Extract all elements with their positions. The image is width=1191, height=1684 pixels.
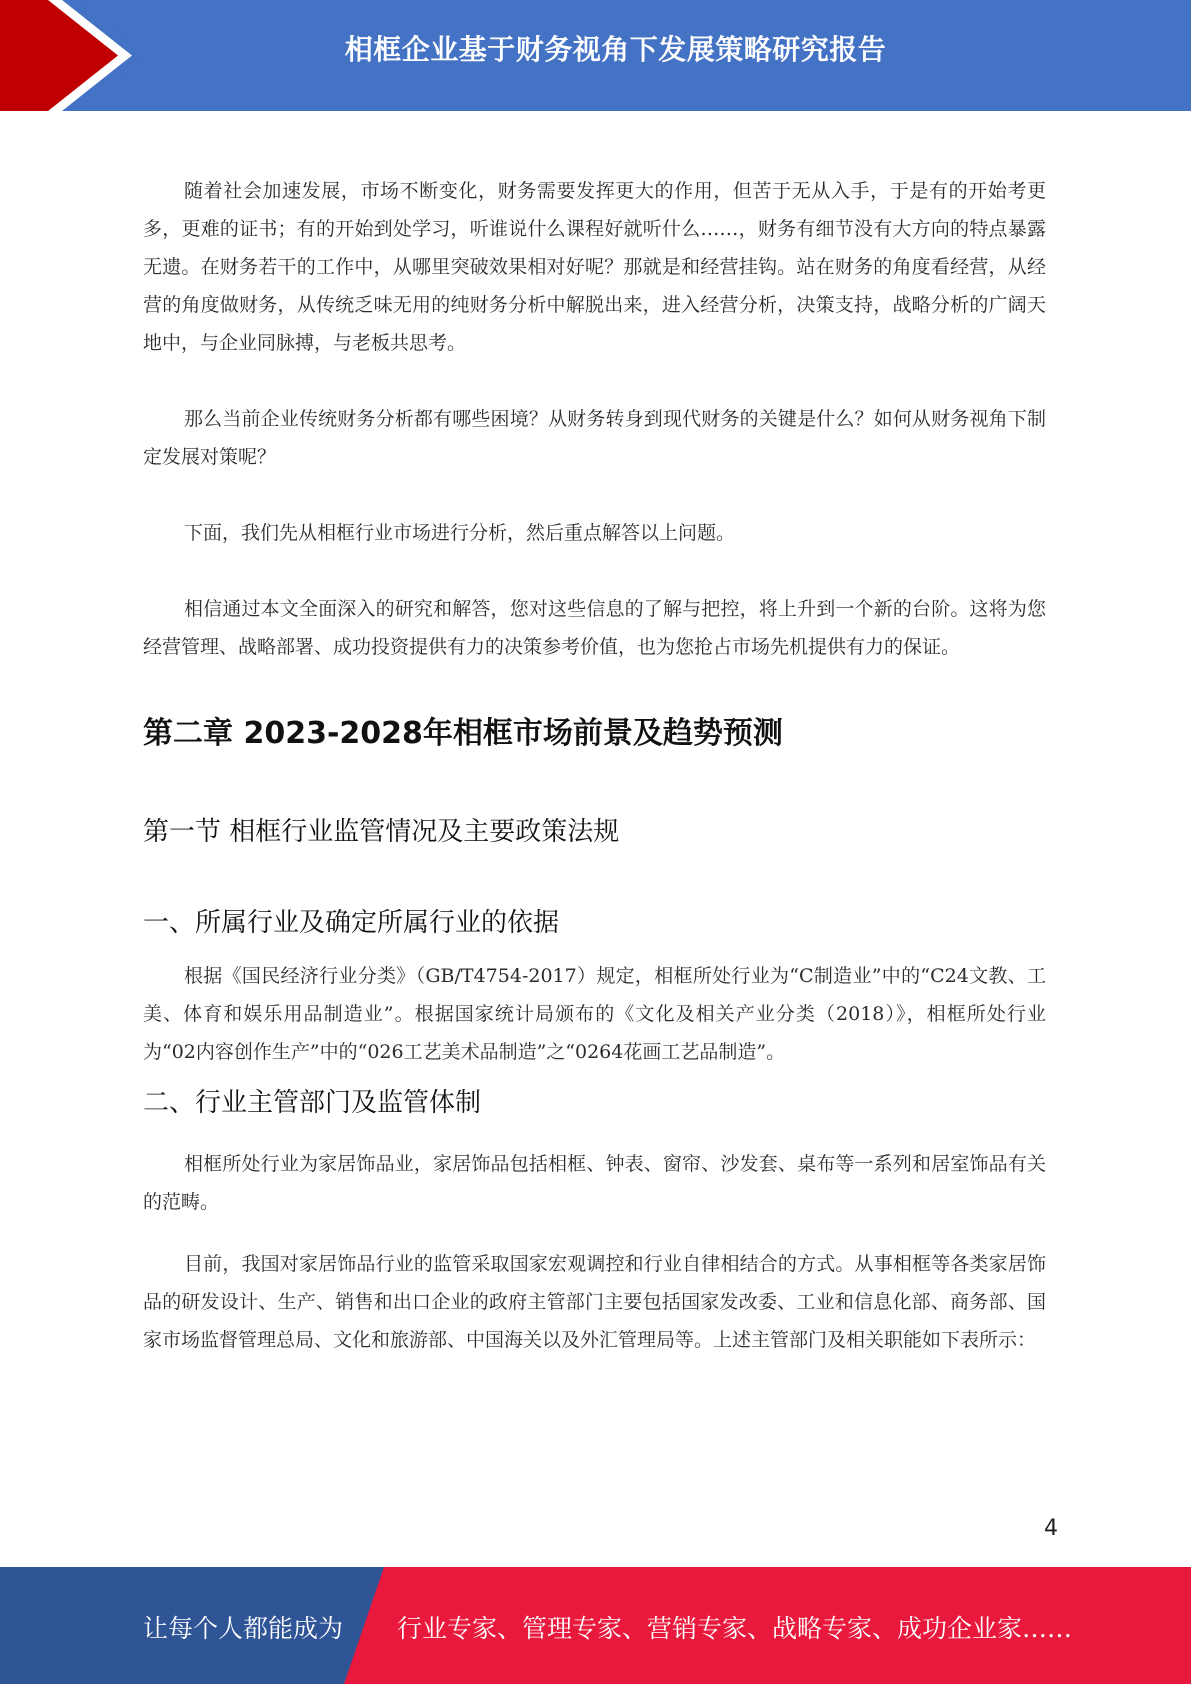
footer-slogan-left: 让每个人都能成为: [143, 1614, 344, 1643]
intro-paragraph-4: 相信通过本文全面深入的研究和解答，您对这些信息的了解与把控，将上升到一个新的台阶。这将为您经营管理、战略部署、成功投资提供有力的决策参考价值，也为您抢占市场先机提供有力的保证。: [143, 598, 1046, 658]
intro-paragraph-2: 那么当前企业传统财务分析都有哪些困境？从财务转身到现代财务的关键是什么？如何从财务视角下制定发展对策呢？: [143, 408, 1046, 468]
subsection-2-paragraph-2: 目前，我国对家居饰品行业的监管采取国家宏观调控和行业自律相结合的方式。从事相框等各类家居饰品的研发设计、生产、销售和出口企业的政府主管部门主要包括国家发改委、工业和信息化部、商务部、国家市场监督管理总局、文化和旅游部、中国海关以及外汇管理局等。上述主管部门及相关职能如下表所示：: [143, 1253, 1046, 1351]
intro-paragraph-3: 下面，我们先从相框行业市场进行分析，然后重点解答以上问题。: [184, 522, 736, 544]
document-body: [143, 172, 1046, 1359]
page-footer: [0, 1567, 1191, 1684]
header-title: 相框企业基于财务视角下发展策略研究报告: [344, 33, 887, 66]
chapter-title: 第二章 2023-2028年相框市场前景及趋势预测: [143, 716, 783, 751]
subsection-1-title: 一、所属行业及确定所属行业的依据: [143, 908, 560, 938]
section-title: 第一节 相框行业监管情况及主要政策法规: [143, 817, 620, 847]
page-header: [0, 0, 1191, 111]
intro-paragraph-1: 随着社会加速发展，市场不断变化，财务需要发挥更大的作用，但苦于无从入手，于是有的开始考更多，更难的证书；有的开始到处学习，听谁说什么课程好就听什么……，财务有细节没有大方向的特点暴露无遗。在财务若干的工作中，从哪里突破效果相对好呢？那就是和经营挂钩。站在财务的角度看经营，从经营的角度做财务，从传统乏味无用的纯财务分析中解脱出来，进入经营分析，决策支持，战略分析的广阔天地中，与企业同脉搏，与老板共思考。: [143, 180, 1046, 354]
footer-slogan-right: 行业专家、管理专家、营销专家、战略专家、成功企业家……: [397, 1614, 1073, 1643]
subsection-2-title: 二、行业主管部门及监管体制: [143, 1088, 482, 1118]
subsection-2-paragraph-1: 相框所处行业为家居饰品业，家居饰品包括相框、钟表、窗帘、沙发套、桌布等一系列和居室饰品有关的范畴。: [143, 1153, 1046, 1213]
page-number: 4: [1044, 1516, 1058, 1541]
subsection-1-paragraph: 根据《国民经济行业分类》（GB/T4754-2017）规定，相框所处行业为“C制造业”中的“C24文教、工美、体育和娱乐用品制造业”。根据国家统计局颁布的《文化及相关产业分类（2018）》，相框所处行业为“02内容创作生产”中的“026工艺美术品制造”之“0264花画工艺品制造”。: [143, 965, 1046, 1063]
